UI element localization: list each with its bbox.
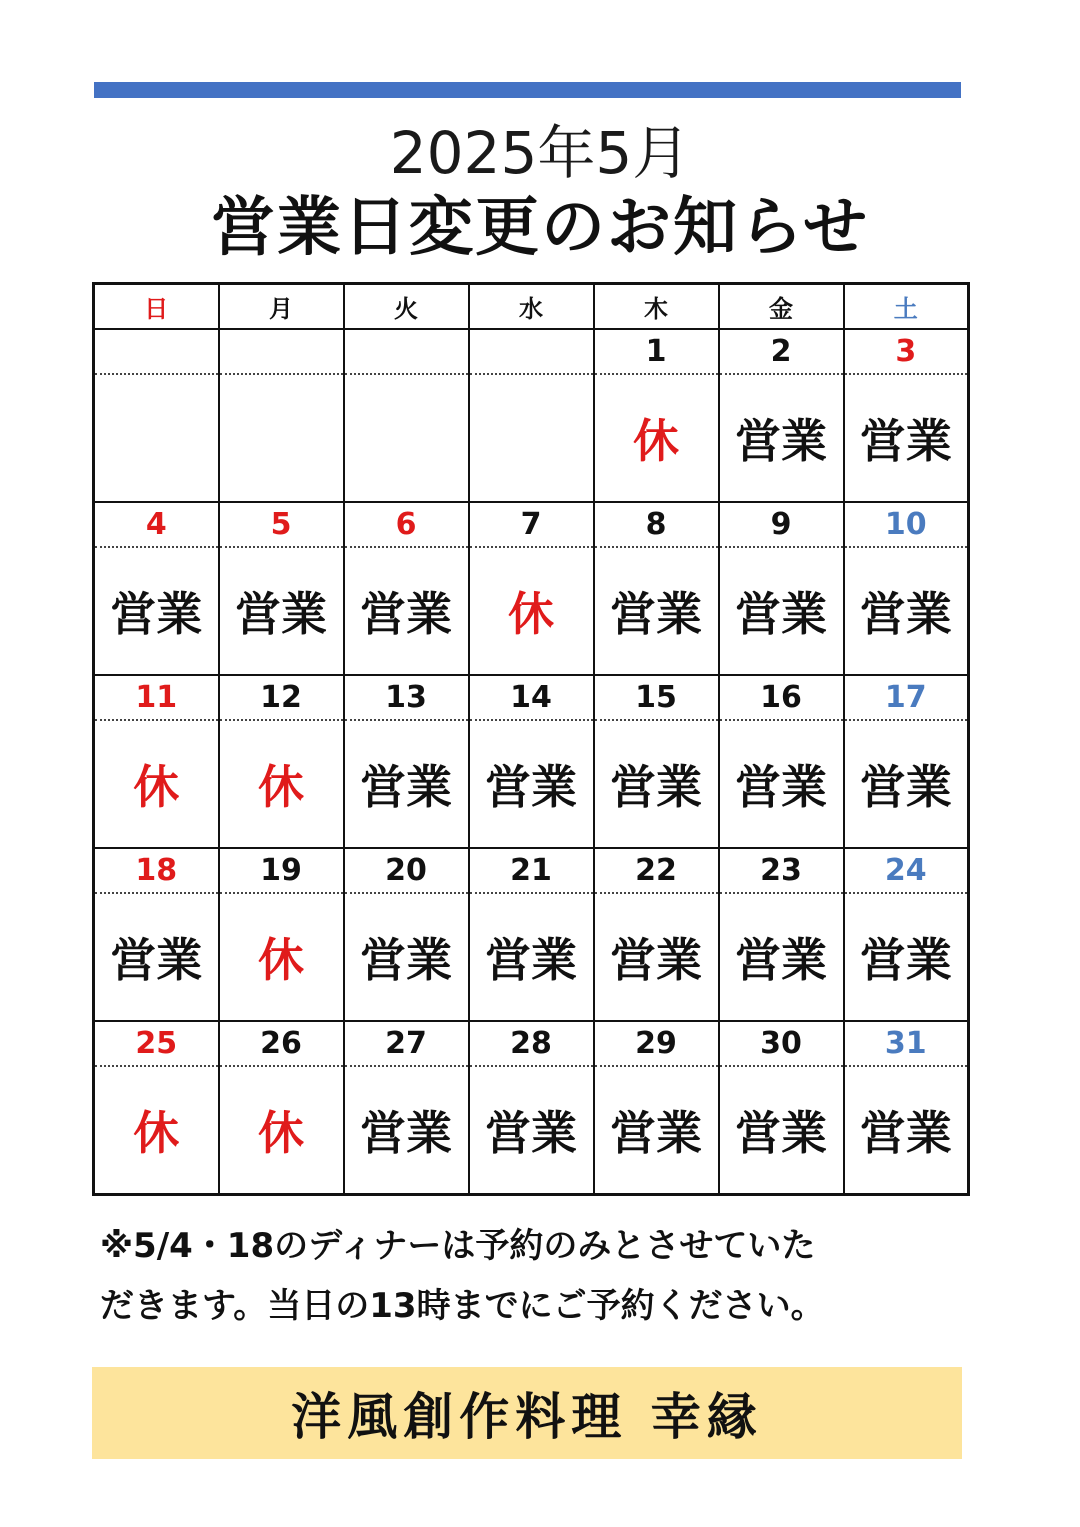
date-number: 13 [344, 675, 469, 720]
date-number: 5 [219, 502, 344, 547]
week-1-dates [94, 329, 969, 374]
day-status: 営業 [719, 1066, 844, 1195]
date-number: 4 [94, 502, 219, 547]
weekday-saturday: 土 [844, 284, 969, 330]
note-line-1: ※5/4・18のディナーは予約のみとさせていた [100, 1226, 816, 1266]
day-status: 休 [219, 893, 344, 1021]
day-status: 営業 [844, 547, 969, 675]
date-number: 10 [844, 502, 969, 547]
date-number: 22 [594, 848, 719, 893]
day-status: 営業 [219, 547, 344, 675]
date-number: 11 [94, 675, 219, 720]
day-status: 営業 [594, 547, 719, 675]
day-status: 営業 [469, 720, 594, 848]
day-status [469, 374, 594, 502]
date-number [219, 329, 344, 374]
day-status: 営業 [844, 1066, 969, 1195]
date-number [94, 329, 219, 374]
date-number: 26 [219, 1021, 344, 1066]
date-number: 3 [844, 329, 969, 374]
day-status [94, 374, 219, 502]
weekday-thursday: 木 [594, 284, 719, 330]
calendar-month-heading: 2025年5月 [389, 119, 691, 187]
date-number: 24 [844, 848, 969, 893]
date-number: 7 [469, 502, 594, 547]
date-number: 27 [344, 1021, 469, 1066]
weekday-friday: 金 [719, 284, 844, 330]
date-number: 31 [844, 1021, 969, 1066]
day-status: 休 [219, 1066, 344, 1195]
day-status: 営業 [844, 720, 969, 848]
date-number [344, 329, 469, 374]
weekday-tuesday: 火 [344, 284, 469, 330]
day-status: 営業 [719, 720, 844, 848]
date-number: 19 [219, 848, 344, 893]
date-number: 30 [719, 1021, 844, 1066]
date-number: 20 [344, 848, 469, 893]
weekday-sunday: 日 [94, 284, 219, 330]
date-number: 29 [594, 1021, 719, 1066]
note-line-2: だきます。当日の13時までにご予約ください。 [100, 1286, 825, 1326]
day-status: 営業 [344, 547, 469, 675]
day-status: 営業 [469, 893, 594, 1021]
date-number: 14 [469, 675, 594, 720]
day-status: 営業 [94, 893, 219, 1021]
week-4-status [94, 893, 969, 1021]
week-4-dates [94, 848, 969, 893]
date-number: 17 [844, 675, 969, 720]
shop-name-banner [92, 1367, 962, 1459]
day-status: 営業 [594, 893, 719, 1021]
date-number: 15 [594, 675, 719, 720]
day-status: 営業 [719, 893, 844, 1021]
day-status: 休 [94, 1066, 219, 1195]
page-title: 営業日変更のお知らせ [210, 191, 870, 265]
week-5-dates [94, 1021, 969, 1066]
day-status: 営業 [344, 720, 469, 848]
day-status: 休 [594, 374, 719, 502]
date-number: 16 [719, 675, 844, 720]
week-2-dates [94, 502, 969, 547]
week-3-status [94, 720, 969, 848]
day-status: 営業 [594, 720, 719, 848]
week-2-status [94, 547, 969, 675]
week-3-dates [94, 675, 969, 720]
date-number: 12 [219, 675, 344, 720]
weekday-wednesday: 水 [469, 284, 594, 330]
date-number [469, 329, 594, 374]
date-number: 9 [719, 502, 844, 547]
day-status: 営業 [94, 547, 219, 675]
shop-name: 洋風創作料理 幸縁 [291, 1387, 763, 1446]
date-number: 28 [469, 1021, 594, 1066]
day-status: 営業 [719, 374, 844, 502]
date-number: 6 [344, 502, 469, 547]
dinner-reservation-note [100, 1216, 980, 1336]
week-1-status [94, 374, 969, 502]
date-number: 23 [719, 848, 844, 893]
date-number: 8 [594, 502, 719, 547]
day-status [219, 374, 344, 502]
day-status: 休 [94, 720, 219, 848]
date-number: 1 [594, 329, 719, 374]
business-day-calendar [92, 282, 970, 1196]
weekday-header-row [94, 284, 969, 330]
day-status: 休 [469, 547, 594, 675]
day-status: 営業 [844, 893, 969, 1021]
weekday-monday: 月 [219, 284, 344, 330]
day-status: 営業 [719, 547, 844, 675]
day-status: 営業 [469, 1066, 594, 1195]
day-status: 営業 [594, 1066, 719, 1195]
day-status: 営業 [344, 893, 469, 1021]
date-number: 25 [94, 1021, 219, 1066]
date-number: 18 [94, 848, 219, 893]
day-status [344, 374, 469, 502]
date-number: 21 [469, 848, 594, 893]
day-status: 営業 [344, 1066, 469, 1195]
date-number: 2 [719, 329, 844, 374]
day-status: 休 [219, 720, 344, 848]
day-status: 営業 [844, 374, 969, 502]
top-accent-bar [94, 82, 961, 98]
week-5-status [94, 1066, 969, 1195]
